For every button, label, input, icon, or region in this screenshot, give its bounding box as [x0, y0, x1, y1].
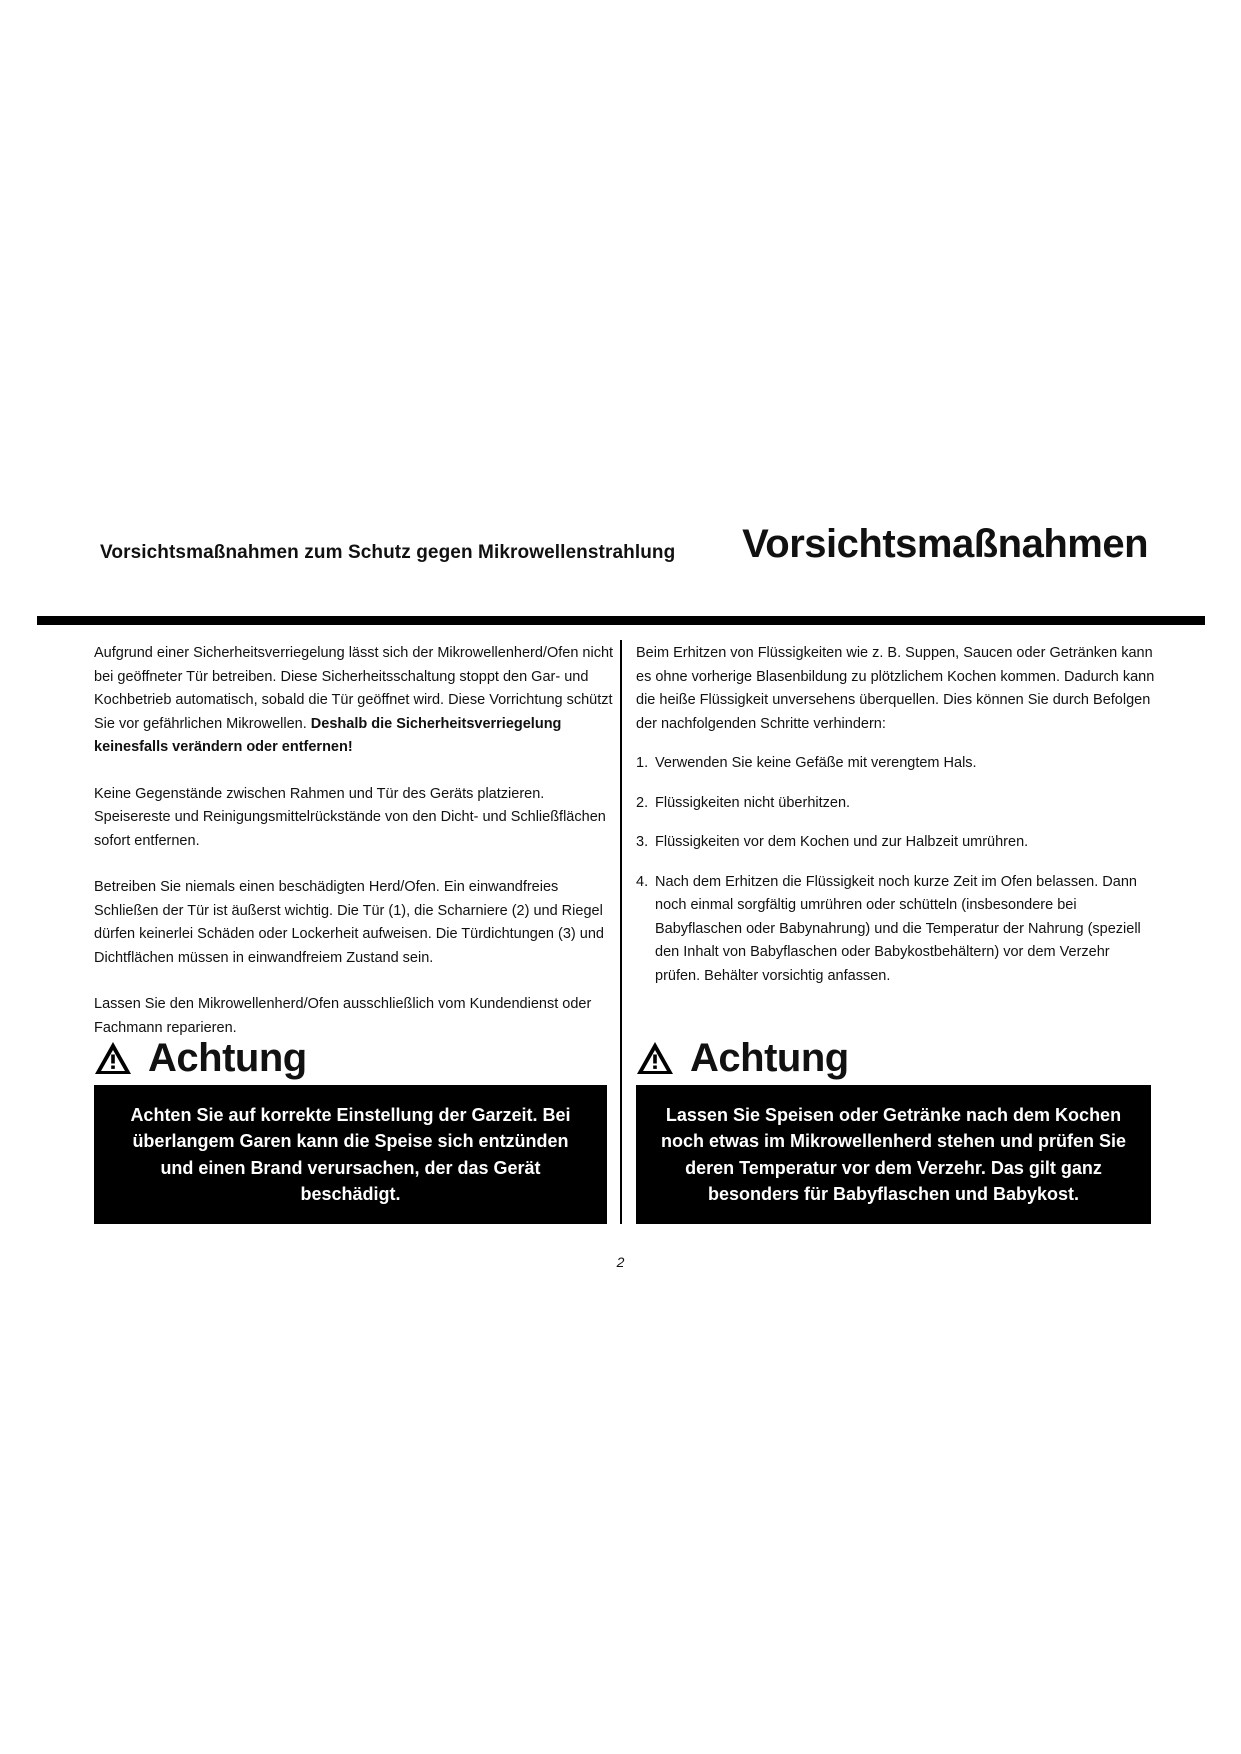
list-item — [636, 871, 1156, 989]
list-item-number: 1. — [636, 755, 649, 771]
list-item-text: Flüssigkeiten vor dem Kochen und zur Halbzeit umrühren. — [655, 834, 1029, 850]
page-number: 2 — [616, 1254, 625, 1270]
list-item — [636, 831, 1156, 855]
list-item-text: Verwenden Sie keine Gefäße mit verengtem Hals. — [655, 755, 977, 771]
warning-box-temperature — [636, 1085, 1151, 1224]
interlock-text: Aufgrund einer Sicherheitsverriegelung lässt sich der Mikrowellenherd/Ofen nicht bei geöffneter Tür betreiben. Diese Sicherheitsschaltung stoppt den Gar- und Kochbetrieb automatisch, sobald die Tür geöffnet wird. Diese Vorrichtung schützt Sie vor gefährlichen Mikrowellen. — [94, 645, 614, 732]
column-divider — [620, 640, 622, 1224]
header-rule — [37, 616, 1205, 625]
warning-box-text: Achten Sie auf korrekte Einstellung der Garzeit. Bei überlangem Garen kann die Speise sich entzünden und einen Brand verursachen, der das Gerät beschädigt. — [130, 1104, 571, 1204]
warning-triangle-icon — [94, 1041, 132, 1075]
interlock-bold-warning: Deshalb die Sicherheitsverriegelung keinesfalls verändern oder entfernen! — [94, 715, 562, 755]
list-item-number: 2. — [636, 794, 649, 811]
right-column — [636, 642, 1156, 1004]
list-item-text: Nach dem Erhitzen die Flüssigkeit noch kurze Zeit im Ofen belassen. Dann noch einmal sorgfältig umrühren oder schütteln (insbesondere bei Babyflaschen oder Babynahrung) und die Temperatur der Nahrung (speziell den Inhalt von Babyflaschen oder Babykostbehältern) vor dem Verzehr prüfen. Behälter vorsichtig anfassen. — [655, 873, 1141, 984]
list-item — [636, 752, 1156, 776]
steps-list — [636, 752, 1156, 988]
warning-box-cooking-time — [94, 1085, 607, 1224]
warning-box-text: Lassen Sie Speisen oder Getränke nach dem Kochen noch etwas im Mikrowellenherd stehen und prüfen Sie deren Temperatur vor dem Verzehr. Das gilt ganz besonders für Babyflaschen und Babykost. — [660, 1104, 1127, 1204]
section-subtitle: Vorsichtsmaßnahmen zum Schutz gegen Mikrowellenstrahlung — [100, 542, 676, 563]
interlock-paragraph — [94, 642, 614, 760]
door-gap-paragraph: Keine Gegenstände zwischen Rahmen und Tür des Geräts platzieren. Speisereste und Reinigungsmittelrückstände von den Dicht- und Schließflächen sofort entfernen. — [94, 785, 606, 849]
repair-paragraph: Lassen Sie den Mikrowellenherd/Ofen ausschließlich vom Kundendienst oder Fachmann reparieren. — [94, 996, 592, 1036]
warning-triangle-icon — [636, 1041, 674, 1075]
warning-heading-right — [636, 1033, 849, 1083]
liquid-intro-paragraph: Beim Erhitzen von Flüssigkeiten wie z. B. Suppen, Saucen oder Getränken kann es ohne vorherige Blasenbildung zu plötzlichem Kochen kommen. Dadurch kann die heiße Flüssigkeit unversehens überquellen. Dies können Sie durch Befolgen der nachfolgenden Schritte verhindern: — [636, 645, 1155, 732]
page-title: Vorsichtsmaßnahmen — [742, 522, 1148, 566]
list-item-text: Flüssigkeiten nicht überhitzen. — [655, 794, 851, 811]
damage-paragraph: Betreiben Sie niemals einen beschädigten Herd/Ofen. Ein einwandfreies Schließen der Tür ist äußerst wichtig. Die Tür (1), die Scharniere (2) und Riegel dürfen keinerlei Schäden oder Lockerheit aufweisen. Die Türdichtungen (3) und Dichtflächen müssen in einwandfreiem Zustand sein. — [94, 879, 604, 966]
warning-heading-left — [94, 1033, 307, 1083]
list-item — [636, 792, 1156, 816]
list-item-number: 3. — [636, 834, 649, 850]
left-column — [94, 642, 614, 1063]
warning-heading-label: Achtung — [690, 1035, 849, 1080]
warning-heading-label: Achtung — [148, 1035, 307, 1080]
list-item-number: 4. — [636, 873, 649, 890]
